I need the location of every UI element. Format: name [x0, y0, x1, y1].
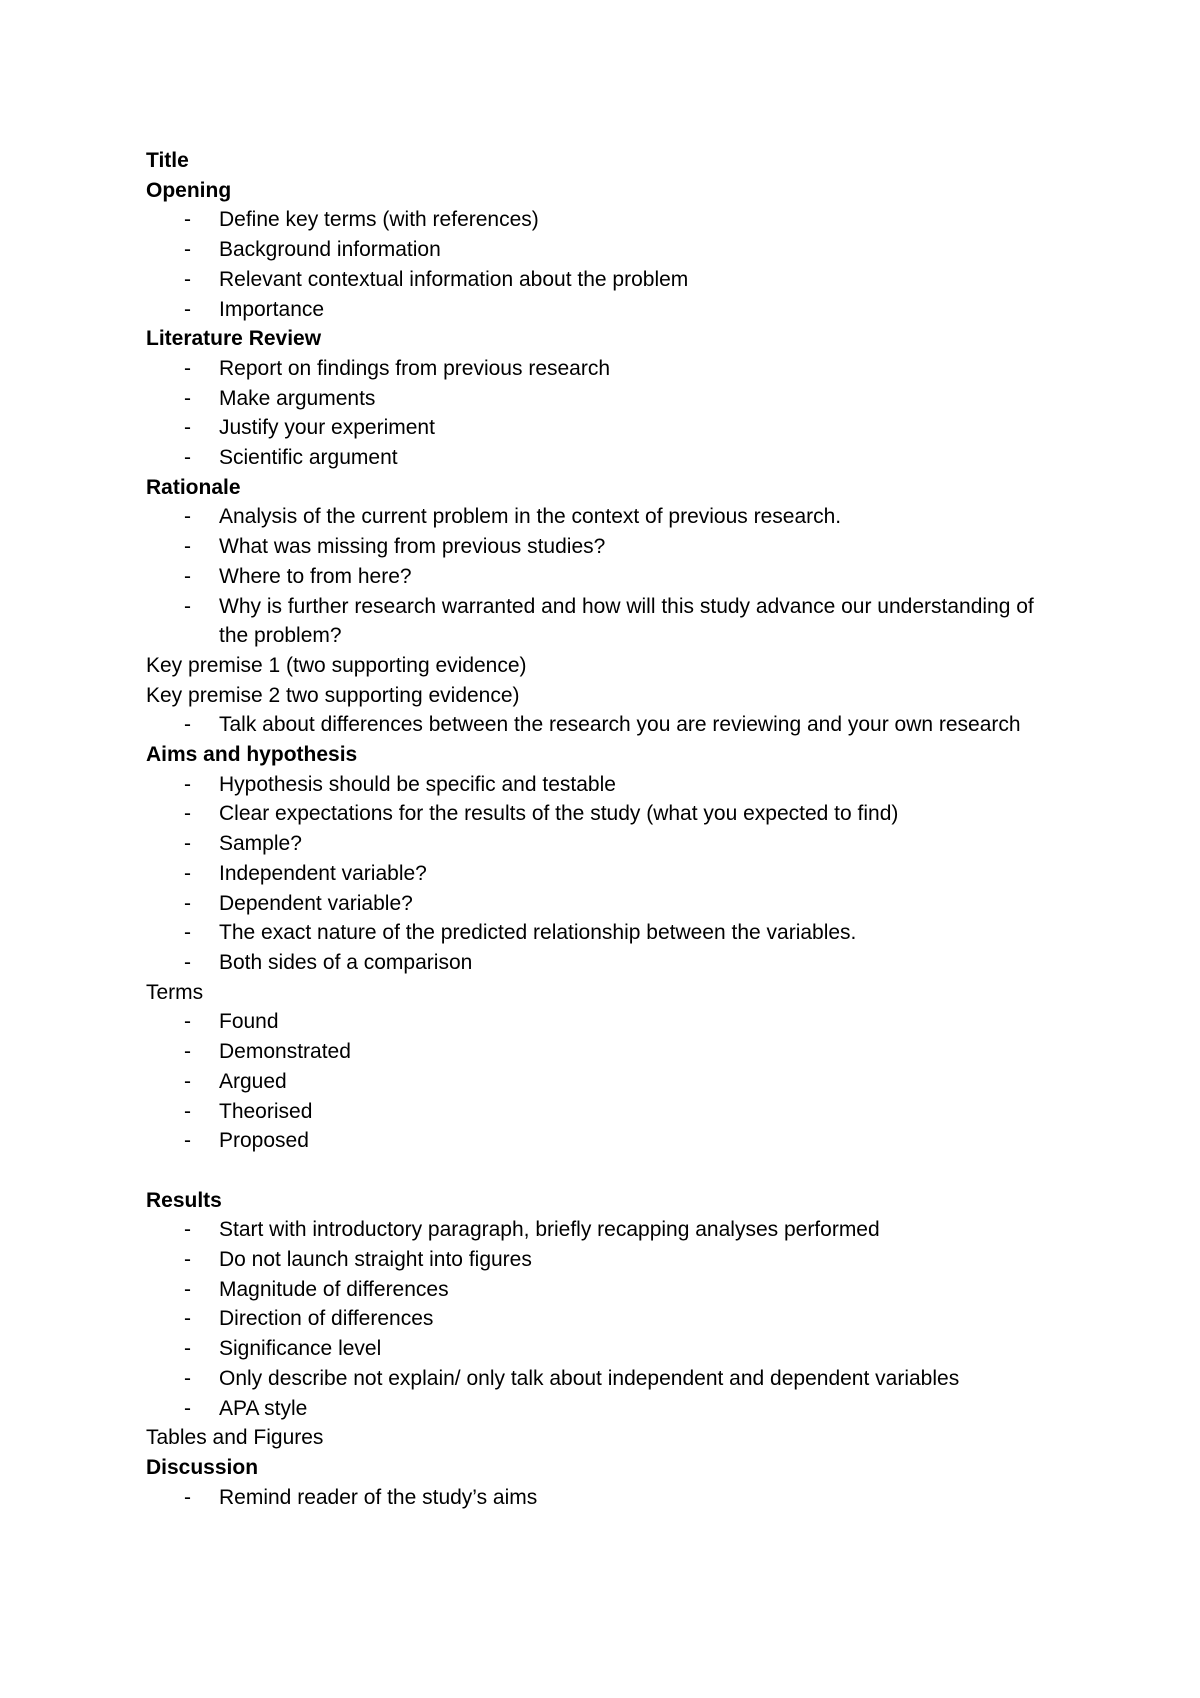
dash-bullet: - — [184, 446, 191, 470]
list-item — [146, 1334, 1066, 1364]
dash-bullet: - — [184, 416, 191, 440]
plain-line: Key premise 1 (two supporting evidence) — [146, 653, 527, 677]
list-item — [146, 1097, 1066, 1127]
list-item-text: Justify your experiment — [219, 416, 435, 440]
dash-bullet: - — [184, 267, 191, 291]
dash-bullet: - — [184, 1069, 191, 1093]
list-item — [146, 1275, 1066, 1305]
list-item-text: Argued — [219, 1069, 287, 1093]
list-item — [146, 384, 1066, 414]
document-body — [146, 146, 1066, 1512]
list-item-text: Where to from here? — [219, 564, 412, 588]
dash-bullet: - — [184, 772, 191, 796]
list-item-text: Both sides of a comparison — [219, 950, 473, 974]
list-item — [146, 443, 1066, 473]
list-item-text: Dependent variable? — [219, 891, 413, 915]
dash-bullet: - — [184, 535, 191, 559]
list-item — [146, 265, 1066, 295]
list-item-text: The exact nature of the predicted relationship between the variables. — [219, 921, 857, 945]
list-item — [146, 354, 1066, 384]
list-item-text: Found — [219, 1010, 279, 1034]
list-item — [146, 502, 1066, 532]
section-heading: Title — [146, 149, 189, 172]
list-item — [146, 562, 1066, 592]
plain-line: Key premise 2 two supporting evidence) — [146, 683, 520, 707]
dash-bullet: - — [184, 802, 191, 826]
list-item-text: Scientific argument — [219, 446, 398, 470]
dash-bullet: - — [184, 1337, 191, 1361]
list-item-text: Define key terms (with references) — [219, 208, 539, 232]
list-item — [146, 413, 1066, 443]
dash-bullet: - — [184, 1040, 191, 1064]
dash-bullet: - — [184, 921, 191, 945]
list-item — [146, 770, 1066, 800]
dash-bullet: - — [184, 1099, 191, 1123]
list-item — [146, 1483, 1066, 1513]
section-heading: Rationale — [146, 475, 241, 499]
dash-bullet: - — [184, 1010, 191, 1034]
list-item — [146, 1215, 1066, 1245]
list-item — [146, 1245, 1066, 1275]
dash-bullet: - — [184, 891, 191, 915]
list-item — [146, 710, 1066, 740]
list-item — [146, 799, 1066, 829]
dash-bullet: - — [184, 1366, 191, 1390]
dash-bullet: - — [184, 950, 191, 974]
dash-bullet: - — [184, 386, 191, 410]
list-item-text: Background information — [219, 238, 441, 262]
list-item — [146, 1126, 1066, 1156]
section-heading: Aims and hypothesis — [146, 743, 358, 767]
dash-bullet: - — [184, 564, 191, 588]
section-heading: Literature Review — [146, 327, 322, 351]
list-item — [146, 1304, 1066, 1334]
list-item — [146, 1037, 1066, 1067]
list-item-text: Start with introductory paragraph, briefly recapping analyses performed — [219, 1218, 880, 1242]
list-item-text: Only describe not explain/ only talk about independent and dependent variables — [219, 1366, 960, 1390]
list-item-text: Magnitude of differences — [219, 1277, 449, 1301]
dash-bullet: - — [184, 297, 191, 321]
list-item — [146, 948, 1066, 978]
blank-line — [146, 1156, 1066, 1186]
dash-bullet: - — [184, 713, 191, 737]
dash-bullet: - — [184, 861, 191, 885]
dash-bullet: - — [184, 1485, 191, 1509]
plain-line: Tables and Figures — [146, 1426, 324, 1450]
list-item — [146, 205, 1066, 235]
list-item-text: Proposed — [219, 1129, 309, 1153]
list-item-text: Report on findings from previous research — [219, 356, 611, 380]
dash-bullet: - — [184, 208, 191, 232]
dash-bullet: - — [184, 832, 191, 856]
dash-bullet: - — [184, 1218, 191, 1242]
list-item-text: Sample? — [219, 832, 302, 856]
list-item-text: Relevant contextual information about the problem — [219, 267, 689, 291]
plain-line: Terms — [146, 980, 204, 1004]
dash-bullet: - — [184, 594, 191, 618]
section-heading: Opening — [146, 178, 232, 202]
list-item-text: Analysis of the current problem in the context of previous research. — [219, 505, 842, 529]
list-item — [146, 532, 1066, 562]
list-item — [146, 829, 1066, 859]
list-item-text: Why is further research warranted and how will this study advance our understanding of the problem? — [219, 594, 1034, 648]
list-item-text: Independent variable? — [219, 861, 427, 885]
dash-bullet: - — [184, 356, 191, 380]
list-item-text: Remind reader of the study’s aims — [219, 1485, 538, 1509]
list-item — [146, 235, 1066, 265]
dash-bullet: - — [184, 1129, 191, 1153]
list-item-text: Demonstrated — [219, 1040, 351, 1064]
dash-bullet: - — [184, 1248, 191, 1271]
list-item — [146, 295, 1066, 325]
list-item-text: Hypothesis should be specific and testable — [219, 772, 616, 796]
list-item-text: Direction of differences — [219, 1307, 434, 1331]
list-item-text: Do not launch straight into figures — [219, 1248, 532, 1271]
list-item — [146, 1364, 1066, 1394]
list-item-text: Significance level — [219, 1337, 382, 1361]
dash-bullet: - — [184, 1277, 191, 1301]
list-item — [146, 889, 1066, 919]
list-item-text: What was missing from previous studies? — [219, 535, 606, 559]
list-item — [146, 859, 1066, 889]
list-item — [146, 1394, 1066, 1424]
dash-bullet: - — [184, 505, 191, 529]
list-item — [146, 592, 1066, 651]
list-item — [146, 1067, 1066, 1097]
list-item — [146, 918, 1066, 948]
dash-bullet: - — [184, 1396, 191, 1420]
section-heading: Discussion — [146, 1455, 259, 1479]
list-item-text: Theorised — [219, 1099, 313, 1123]
list-item-text: Talk about differences between the research you are reviewing and your own research — [219, 713, 1021, 737]
dash-bullet: - — [184, 1307, 191, 1331]
list-item-text: Make arguments — [219, 386, 376, 410]
section-heading: Results — [146, 1188, 222, 1212]
list-item-text: APA style — [219, 1396, 308, 1420]
list-item-text: Importance — [219, 297, 325, 321]
list-item — [146, 1007, 1066, 1037]
list-item-text: Clear expectations for the results of the study (what you expected to find) — [219, 802, 899, 826]
dash-bullet: - — [184, 238, 191, 262]
